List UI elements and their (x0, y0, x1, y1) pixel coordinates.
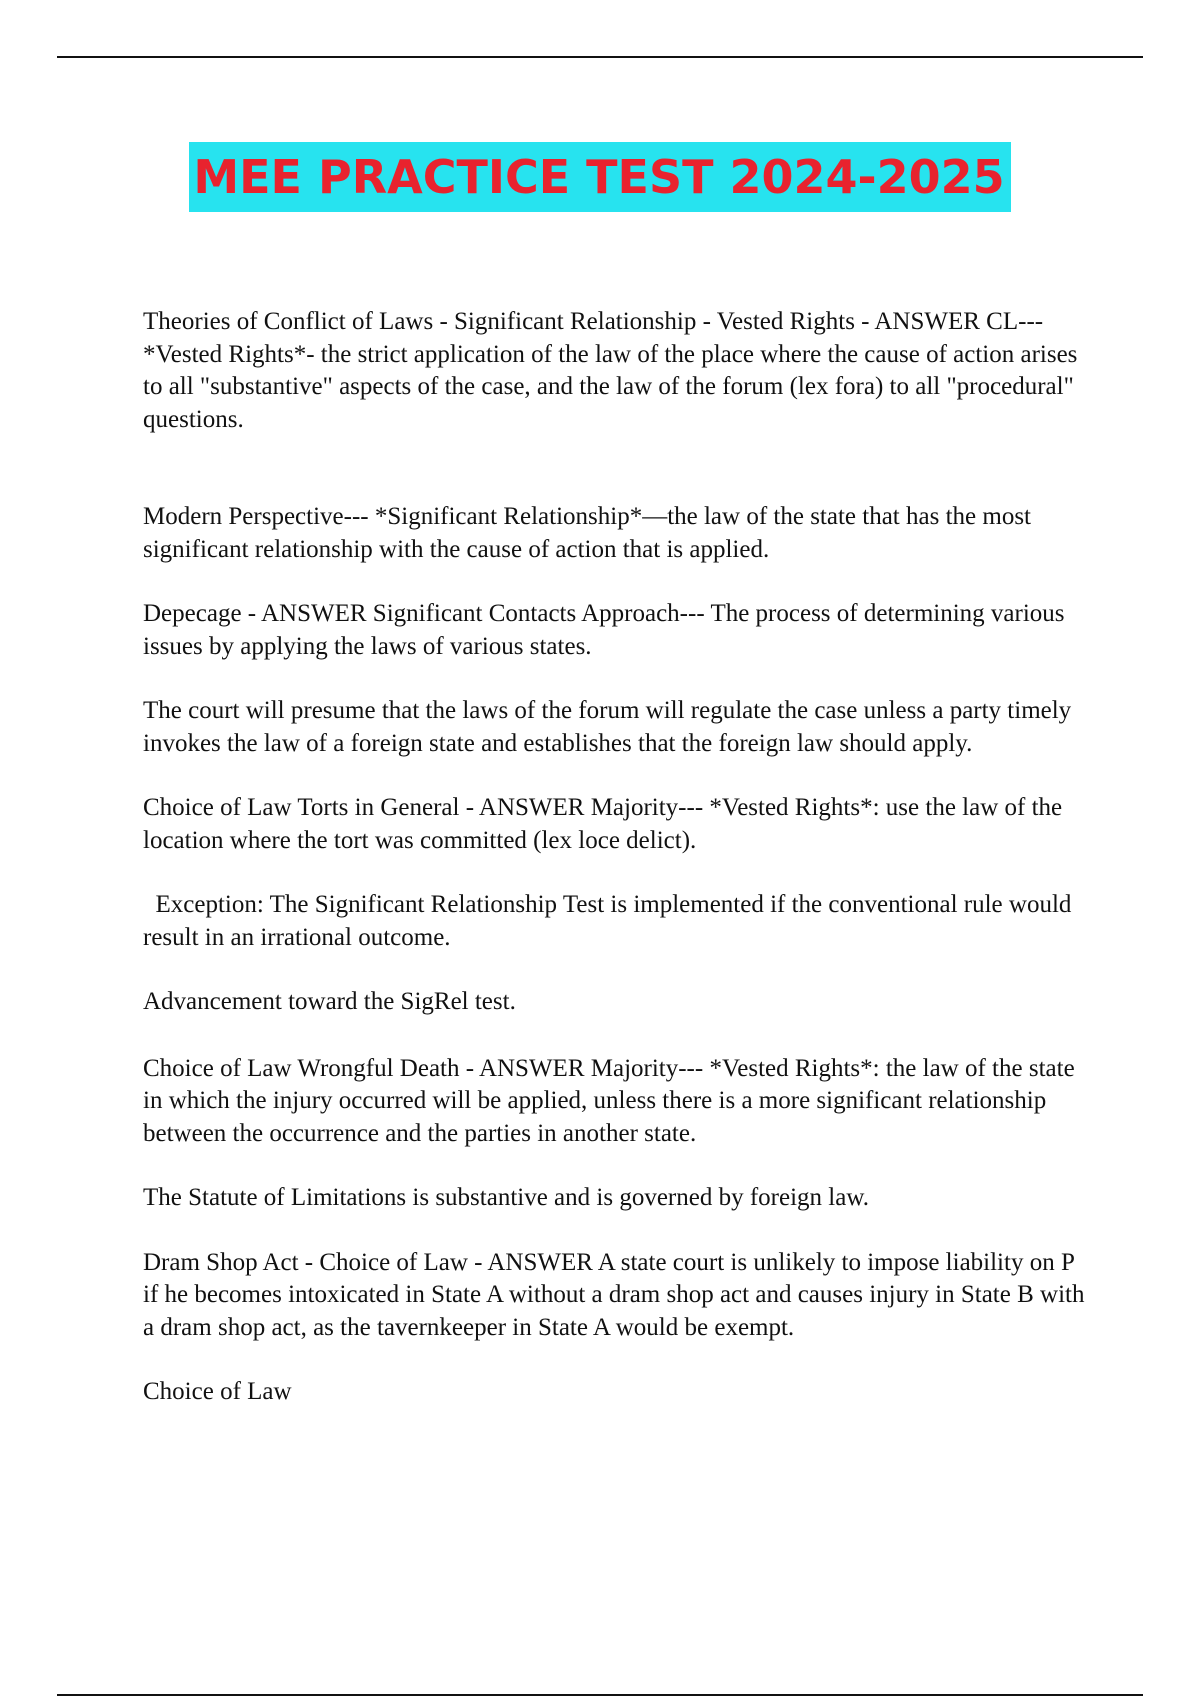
paragraph-advancement: Advancement toward the SigRel test. (143, 988, 516, 1015)
paragraph-torts-in-general: Choice of Law Torts in General - ANSWER Majority--- *Vested Rights*: use the law of the location where the tort was committed (lex loce delict). (143, 794, 1063, 854)
paragraph-choice-of-law: Choice of Law (143, 1378, 292, 1405)
paragraph-modern-perspective: Modern Perspective--- *Significant Relationship*—the law of the state that has the most significant relationship with the cause of action that is applied. (143, 503, 1031, 563)
top-divider (57, 56, 1143, 58)
document-title: MEE PRACTICE TEST 2024-2025 (189, 142, 1010, 212)
paragraph-theories-conflict-of-laws: Theories of Conflict of Laws - Significant Relationship - Vested Rights - ANSWER CL--- *Vested Rights*- the strict application of the law of the place where the cause of action arises to all "substantive" aspects of the case, and the law of the forum (lex fora) to all "procedural" questions. (143, 308, 1078, 433)
bottom-divider (57, 1694, 1143, 1696)
paragraph-exception: Exception: The Significant Relationship Test is implemented if the conventional rule would result in an irrational outcome. (143, 891, 1078, 951)
title-banner (0, 142, 1200, 212)
paragraph-forum-presumption: The court will presume that the laws of the forum will regulate the case unless a party timely invokes the law of a foreign state and establishes that the foreign law should apply. (143, 697, 1072, 757)
paragraph-dram-shop-act: Dram Shop Act - Choice of Law - ANSWER A state court is unlikely to impose liability on P if he becomes intoxicated in State A without a dram shop act and causes injury in State B with a dram shop act, as the tavernkeeper in State A would be exempt. (143, 1248, 1085, 1341)
paragraph-statute-of-limitations: The Statute of Limitations is substantive and is governed by foreign law. (143, 1184, 870, 1211)
paragraph-depecage: Depecage - ANSWER Significant Contacts Approach--- The process of determining various issues by applying the laws of various states. (143, 600, 1065, 660)
paragraph-wrongful-death: Choice of Law Wrongful Death - ANSWER Majority--- *Vested Rights*: the law of the state in which the injury occurred will be applied, unless there is a more significant relationship between the occurrence and the parties in another state. (143, 1054, 1075, 1147)
document-body (143, 306, 1093, 1441)
